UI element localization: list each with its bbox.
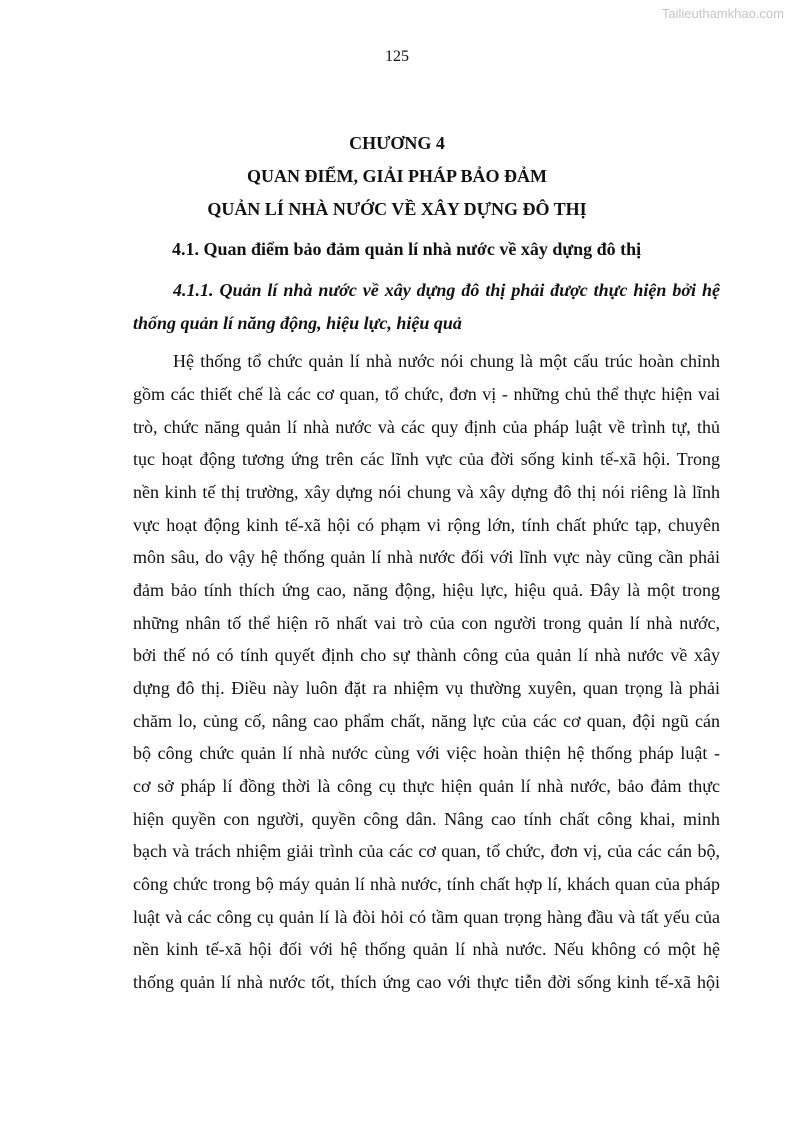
body-line: bởi thế nó có tính quyết định cho sự thành công của quản lí nhà nước về xây xyxy=(133,645,720,665)
body-line: vực hoạt động kinh tế-xã hội có phạm vi rộng lớn, tính chất phức tạp, chuyên xyxy=(133,515,720,535)
subsection-heading-line-2: thống quản lí năng động, hiệu lực, hiệu quả xyxy=(133,313,462,333)
body-line: đảm bảo tính thích ứng cao, năng động, hiệu lực, hiệu quả. Đây là một trong xyxy=(133,580,720,600)
body-line: gồm các thiết chế là các cơ quan, tổ chức, đơn vị - những chủ thể thực hiện vai xyxy=(133,384,720,404)
body-line: tục hoạt động tương ứng trên các lĩnh vực của đời sống kinh tế-xã hội. Trong xyxy=(133,449,720,469)
body-line: những nhân tố thể hiện rõ nhất vai trò của con người trong quản lí nhà nước, xyxy=(133,613,720,633)
body-line: bạch và trách nhiệm giải trình của các cơ quan, tổ chức, đơn vị, của các cán bộ, xyxy=(133,841,720,861)
body-line: luật và các công cụ quản lí là đòi hỏi có tầm quan trọng hàng đầu và tất yếu của xyxy=(133,907,720,927)
body-line: bộ công chức quản lí nhà nước cùng với việc hoàn thiện hệ thống pháp luật - xyxy=(133,743,720,763)
body-line: trò, chức năng quản lí nhà nước và các quy định của pháp luật về trình tự, thủ xyxy=(133,417,720,437)
chapter-label: CHƯƠNG 4 xyxy=(349,133,445,153)
body-line: Hệ thống tổ chức quản lí nhà nước nói chung là một cấu trúc hoàn chỉnh xyxy=(173,351,720,371)
watermark: Tailieuthamkhao.com xyxy=(661,6,784,21)
body-line: nền kinh tế-xã hội đối với hệ thống quản lí nhà nước. Nếu không có một hệ xyxy=(133,939,720,959)
body-line: chăm lo, củng cố, nâng cao phẩm chất, năng lực của các cơ quan, đội ngũ cán xyxy=(133,711,720,731)
body-line: hiện quyền con người, quyền công dân. Nâng cao tính chất công khai, minh xyxy=(133,809,720,829)
chapter-title-line-1: QUAN ĐIỂM, GIẢI PHÁP BẢO ĐẢM xyxy=(247,166,547,186)
chapter-title-line-2: QUẢN LÍ NHÀ NƯỚC VỀ XÂY DỰNG ĐÔ THỊ xyxy=(207,199,587,219)
body-line: cơ sở pháp lí đồng thời là công cụ thực hiện quản lí nhà nước, bảo đảm thực xyxy=(133,776,720,796)
subsection-heading-line-1: 4.1.1. Quản lí nhà nước về xây dựng đô thị phải được thực hiện bởi hệ xyxy=(173,280,720,300)
section-heading: 4.1. Quan điểm bảo đảm quản lí nhà nước về xây dựng đô thị xyxy=(172,239,642,259)
body-line: môn sâu, do vậy hệ thống quản lí nhà nước đối với lĩnh vực này cũng cần phải xyxy=(133,547,720,567)
body-line: thống quản lí nhà nước tốt, thích ứng cao với thực tiễn đời sống kinh tế-xã hội xyxy=(133,972,720,992)
body-line: công chức trong bộ máy quản lí nhà nước, tính chất hợp lí, khách quan của pháp xyxy=(133,874,720,894)
body-line: nền kinh tế thị trường, xây dựng nói chung và xây dựng đô thị nói riêng là lĩnh xyxy=(133,482,720,502)
body-line: dựng đô thị. Điều này luôn đặt ra nhiệm vụ thường xuyên, quan trọng là phải xyxy=(133,678,720,698)
page-number: 125 xyxy=(385,48,409,65)
